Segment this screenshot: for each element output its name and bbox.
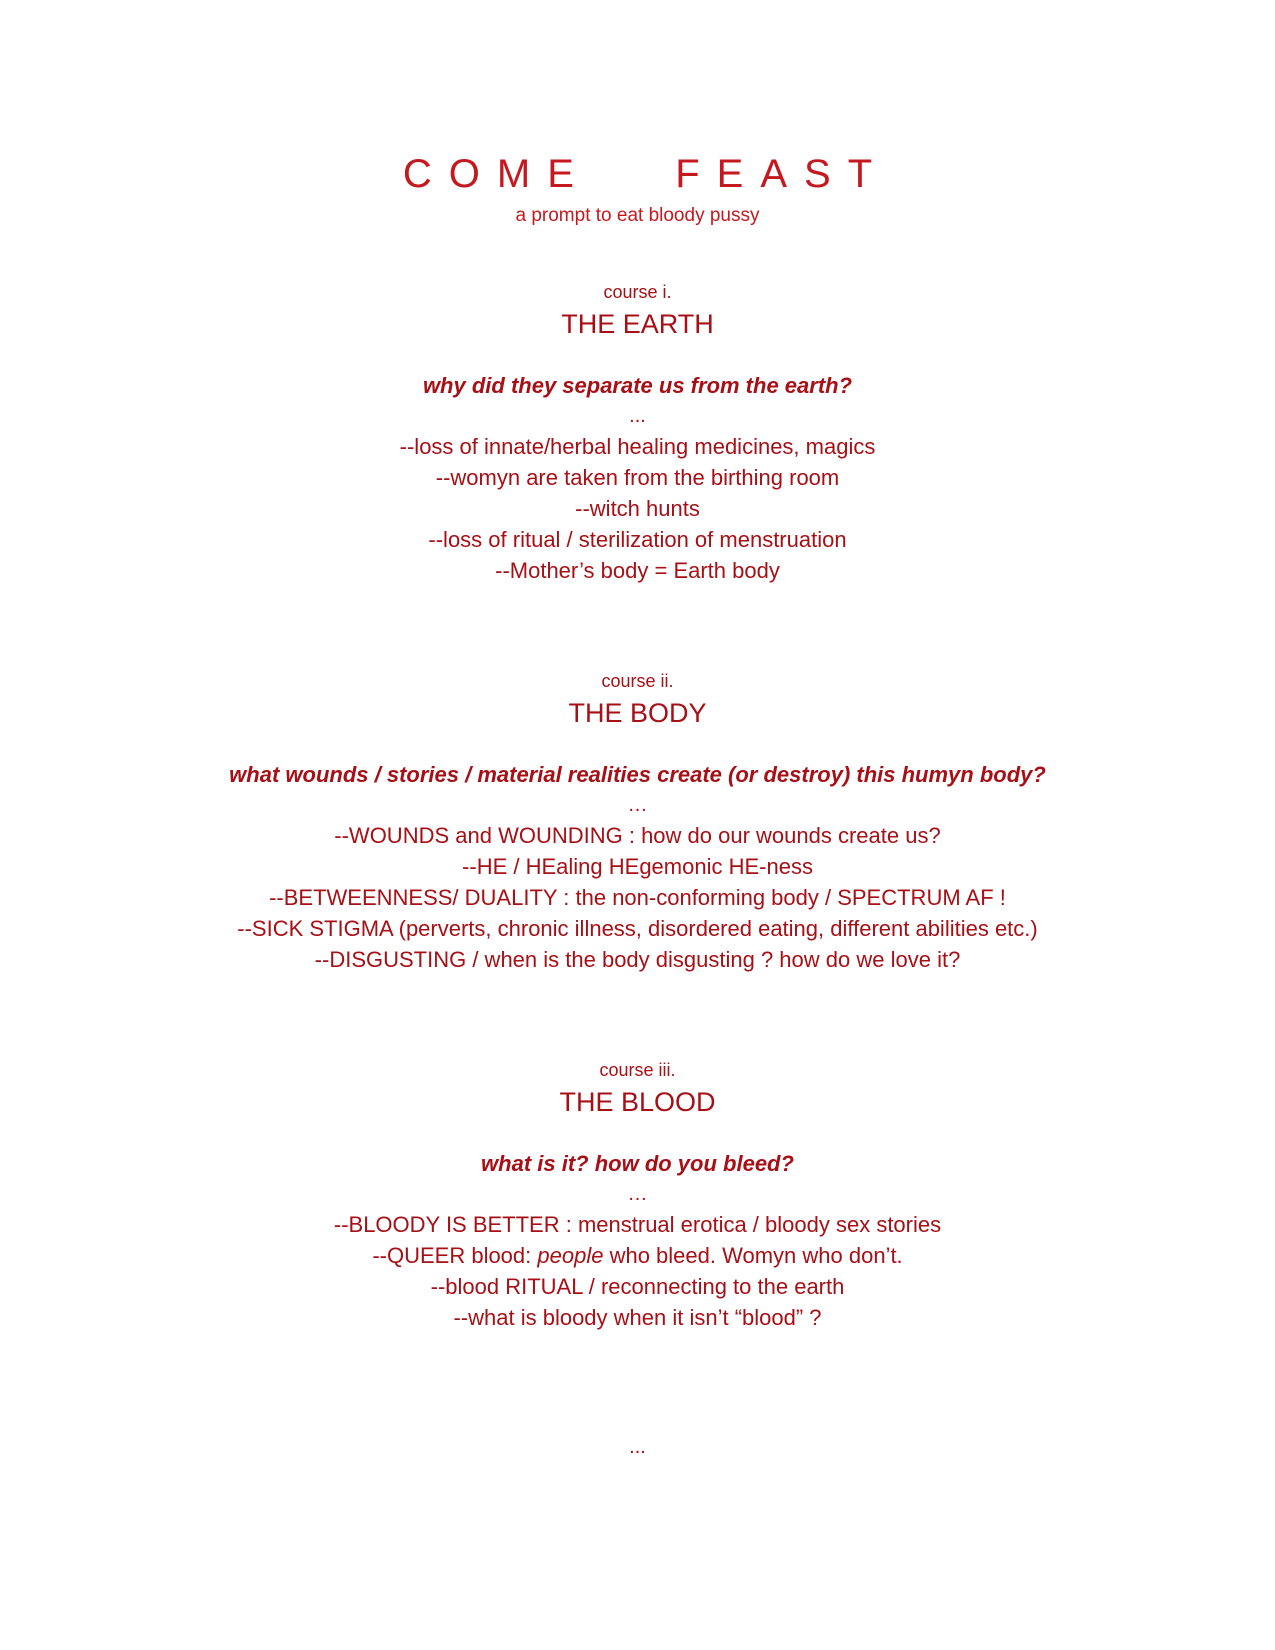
ellipsis: … bbox=[627, 794, 648, 816]
list-item-emphasis: people bbox=[537, 1243, 604, 1268]
course-blood bbox=[0, 1058, 1275, 1333]
ellipsis: ... bbox=[629, 405, 646, 427]
page-title: COME FEAST bbox=[402, 152, 890, 196]
course-name: THE BODY bbox=[568, 698, 707, 728]
list-item: --DISGUSTING / when is the body disgusting ? how do we love it? bbox=[314, 947, 961, 972]
closing-ellipsis: ... bbox=[629, 1436, 646, 1458]
list-item: --loss of innate/herbal healing medicines, magics bbox=[399, 434, 876, 459]
list-item: --BLOODY IS BETTER : menstrual erotica / bloody sex stories bbox=[333, 1212, 942, 1237]
list-item: --HE / HEaling HEgemonic HE-ness bbox=[462, 854, 813, 879]
page-subtitle: a prompt to eat bloody pussy bbox=[515, 205, 760, 226]
list-item: --BETWEENNESS/ DUALITY : the non-conforming body / SPECTRUM AF ! bbox=[269, 885, 1006, 910]
course-question: why did they separate us from the earth? bbox=[422, 373, 853, 398]
list-item: --Mother’s body = Earth body bbox=[495, 558, 780, 583]
list-item: --SICK STIGMA (perverts, chronic illness, disordered eating, different abilities etc.) bbox=[237, 916, 1038, 941]
course-label: course ii. bbox=[601, 671, 674, 691]
list-item: --loss of ritual / sterilization of menstruation bbox=[428, 527, 847, 552]
list-item: --blood RITUAL / reconnecting to the earth bbox=[430, 1274, 845, 1299]
list-item: --womyn are taken from the birthing room bbox=[435, 465, 840, 490]
course-label: course iii. bbox=[599, 1060, 676, 1080]
course-name: THE EARTH bbox=[561, 309, 714, 339]
course-question: what is it? how do you bleed? bbox=[481, 1151, 794, 1176]
list-item: --what is bloody when it isn’t “blood” ? bbox=[453, 1305, 822, 1330]
list-item-text: --QUEER blood: bbox=[372, 1243, 538, 1268]
course-body bbox=[0, 669, 1275, 975]
list-item: --WOUNDS and WOUNDING : how do our wounds create us? bbox=[334, 823, 941, 848]
list-item: --witch hunts bbox=[575, 496, 700, 521]
ellipsis: … bbox=[627, 1183, 648, 1205]
list-item-text: who bleed. Womyn who don’t. bbox=[603, 1243, 903, 1268]
course-label: course i. bbox=[603, 282, 672, 302]
course-question: what wounds / stories / material realities create (or destroy) this humyn body? bbox=[229, 762, 1046, 787]
course-name: THE BLOOD bbox=[559, 1087, 716, 1117]
course-earth bbox=[0, 280, 1275, 586]
list-item bbox=[0, 1240, 1275, 1271]
